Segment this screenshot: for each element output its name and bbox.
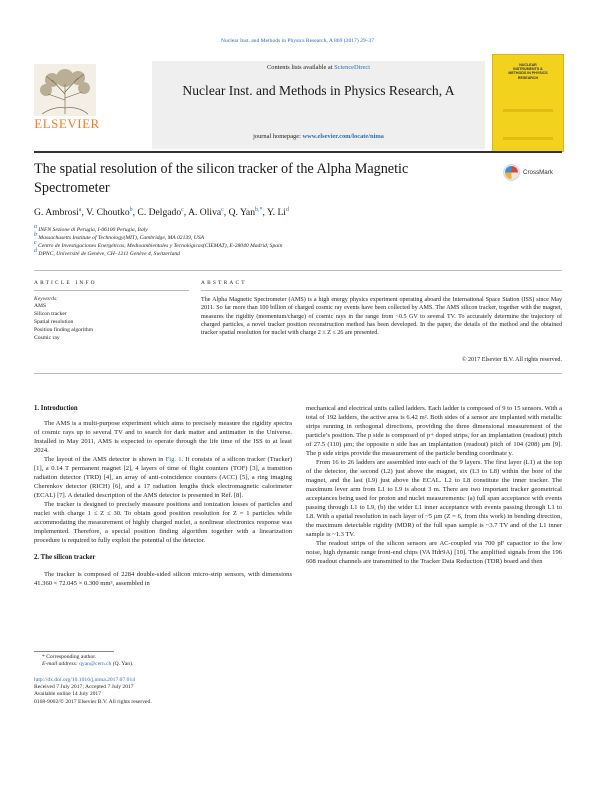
abstract-divider — [201, 290, 562, 291]
affiliation: $^c$ Centro de Investigaciones Energéticas, Medioambientales y Tecnológicas(CIEMAT), E-28040 Madrid, Spain — [34, 240, 283, 249]
keyword: Spatial resolution — [34, 319, 74, 325]
author[interactable]: A. Oliva$^c$ — [188, 207, 224, 219]
section-heading-silicon-tracker: 2. The silicon tracker — [34, 554, 96, 561]
author[interactable]: G. Ambrosi$^a$ — [34, 207, 82, 219]
homepage-link[interactable]: www.elsevier.com/locate/nima — [302, 133, 384, 140]
corresponding-author-note: * Corresponding author. — [42, 654, 97, 660]
article-history — [34, 677, 334, 706]
author[interactable]: Y. Li$^d$ — [266, 207, 289, 219]
crossmark-label: CrossMark — [523, 169, 553, 176]
journal-cover-image — [492, 54, 564, 152]
elsevier-wordmark: ELSEVIER — [34, 116, 100, 131]
abstract-bottom-divider — [34, 373, 562, 374]
header-divider — [34, 151, 562, 153]
contents-line: Contents lists available at ScienceDirect — [267, 64, 370, 71]
keyword: Silicon tracker — [34, 311, 67, 317]
article-title: The spatial resolution of the silicon tracker of the Alpha Magnetic Spectrometer — [34, 161, 409, 196]
author[interactable]: Q. Yan$^{b,*}$ — [228, 207, 263, 219]
email-link[interactable]: qyan@cern.ch — [79, 661, 112, 668]
article-info-heading: ARTICLE INFO — [34, 280, 97, 286]
affiliation: $^b$ Massachusetts Institute of Technology(MIT), Cambridge, MA 02139, USA — [34, 232, 205, 241]
cover-decoration — [503, 109, 553, 141]
doi-link[interactable]: http://dx.doi.org/10.1016/j.nima.2017.07.014 — [34, 677, 136, 683]
abstract-text: The Alpha Magnetic Spectrometer (AMS) is a high energy physics experiment operating aboard the International Space Station (ISS) since May 2011. So far more than 100 billion of charged cosmic ray events have been collected by AMS. The AMS silicon tracker, together with the magnet, measures the rigidity (momentum/charge) of cosmic rays in the range from ~0.5 GV to several TV. To accurately determine the trajectory of charged particles, a novel tracker position reconstruction method has been developed. In the paper, the details of the method and the obtained tracker spatial resolution for nuclei with charge 2 ≤ Z ≤ 26 are presented. — [201, 297, 562, 337]
author[interactable]: C. Delgado$^c$ — [137, 207, 184, 219]
journal-cover-title: NUCLEAR INSTRUMENTS & METHODS IN PHYSICS RESEARCH — [508, 63, 548, 80]
affiliation: $^d$ DPNC, Université de Genève, CH–1211 Genève 4, Switzerland — [34, 248, 180, 257]
crossmark-button[interactable] — [503, 163, 563, 183]
paragraph: The tracker is composed of 2284 double-sided silicon micro-strip sensors, with dimensions 41.360 × 72.045 × 0.300 mm³, assembled in — [34, 571, 292, 587]
paragraph: From 16 to 26 ladders are assembled into each of the 9 layers. The first layer (L1) at the top of the detector, the second (L2) just above the magnet, six (L3 to L8) within the bore of the magnet, and the last (L9) just above the ECAL. L2 to L8 constitute the inner tracker. The maximum lever arm from L1 to L9 is about 3 m. There are two important tracker geometrical acceptances being used for proton and nuclei measurements: (a) full span acceptance with events passing through L1 to L9, (b) the wider L1 inner acceptance with events passing through L1 to L8. With a spatial resolution in each layer of ~5 μm (Z = 6, from this work) in bending direction, the maximum detectable rigidity (MDR) of the full span sample is ~3.7 TV and of the L1 inner sample is ~1.3 TV. — [306, 459, 562, 538]
abstract-heading: ABSTRACT — [201, 280, 247, 286]
paragraph: mechanical and electrical units called ladders. Each ladder is composed of 9 to 15 sensors. With a total of 192 ladders, the active area is 6.42 m². Both sides of a sensor are implanted with metallic strips running in orthogonal directions, providing the three dimensional measurement of the particle’s position. The p side is composed of p+ doped strips, for an implantation (readout) pitch of 27.5 (110) μm; the opposite n side has an implantation (readout) pitch of 104 (208) μm [9]. The p side strips provide the measurement of the particle bending coordinate y. — [306, 405, 562, 457]
figure-link[interactable]: Fig. 1 — [165, 456, 182, 463]
section-divider — [34, 270, 562, 271]
keyword: Cosmic ray — [34, 335, 60, 341]
keywords-block — [34, 296, 189, 342]
journal-citation[interactable]: Nuclear Inst. and Methods in Physics Research, A 869 (2017) 29–37 — [220, 38, 375, 44]
left-column — [34, 404, 292, 588]
crossmark-icon — [503, 164, 520, 181]
paragraph: The AMS is a multi-purpose experiment which aims to precisely measure the rigidity spectra of cosmic rays up to several TV and to search for dark matter and antimatter in the Universe. Installed in May 2011, AMS is expected to operate through the life time of the ISS to at least 2024. — [34, 420, 292, 454]
author-list: G. Ambrosi$^a$, V. Choutko$^b$, C. Delgado$^c$, A. Oliva$^c$, Q. Yan$^{b,*}$, Y. Li$^d$ — [34, 207, 289, 219]
journal-header — [152, 61, 485, 149]
right-column — [306, 404, 562, 566]
issn-line: 0168-9002/© 2017 Elsevier B.V. All rights reserved. — [34, 698, 152, 705]
affiliation: $^a$ INFN Sezione di Perugia, I-06100 Perugia, Italy — [34, 224, 148, 233]
paragraph: The tracker is designed to precisely measure positions and ionization losses of particles and nuclei with charge 1 ≤ Z ≤ 30. To obtain good position resolution for Z = 1 particles while accommodating the measurement of highly charged nuclei, a nonlinear electronics response was implemented. Therefore, a special position finding algorithm together with a linearization procedure is required to fully exploit the potential of the detector. — [34, 501, 292, 544]
paragraph: The readout strips of the silicon sensors are AC-coupled via 700 pF capacitor to the low noise, high dynamic range front-end chips (VA Hdr9A) [10]. The amplified signals from the 196 608 readout channels are transmitted to the Tracker Data Reduction (TDR) board and then — [306, 540, 562, 565]
footnote — [42, 654, 292, 668]
received-date: Received 7 July 2017; Accepted 7 July 2017 — [34, 684, 134, 691]
keywords-heading: Keywords: — [34, 296, 59, 302]
homepage-line: journal homepage: www.elsevier.com/locate/nima — [253, 133, 384, 140]
section-heading-introduction: 1. Introduction — [34, 405, 78, 412]
abstract-copyright: © 2017 Elsevier B.V. All rights reserved. — [461, 357, 562, 363]
email-line: E-mail address: qyan@cern.ch (Q. Yan). — [42, 661, 134, 668]
info-divider — [34, 290, 189, 291]
footnote-divider — [34, 651, 114, 652]
author[interactable]: V. Choutko$^b$ — [86, 207, 133, 219]
keyword: AMS — [34, 303, 47, 309]
paragraph: The layout of the AMS detector is shown in Fig. 1. It consists of a silicon tracker (Tracker) [1], a 0.14 T permanent magnet [2], 4 layers of time of flight counters (TOF) [3], a transition radiation detector (TRD) [4], an array of anti-coincidence counters (ACC) [5], a ring imaging Cherenkov detector (RICH) [6], and a 17 radiation lengths thick electromagnetic calorimeter (ECAL) [7]. A detailed description of the AMS detector is presented in Ref. [8]. — [34, 456, 293, 499]
online-date: Available online 14 July 2017 — [34, 691, 102, 698]
journal-name: Nuclear Inst. and Methods in Physics Research, A — [182, 83, 455, 98]
keyword: Position finding algorithm — [34, 327, 94, 333]
sciencedirect-link[interactable]: ScienceDirect — [334, 64, 370, 71]
